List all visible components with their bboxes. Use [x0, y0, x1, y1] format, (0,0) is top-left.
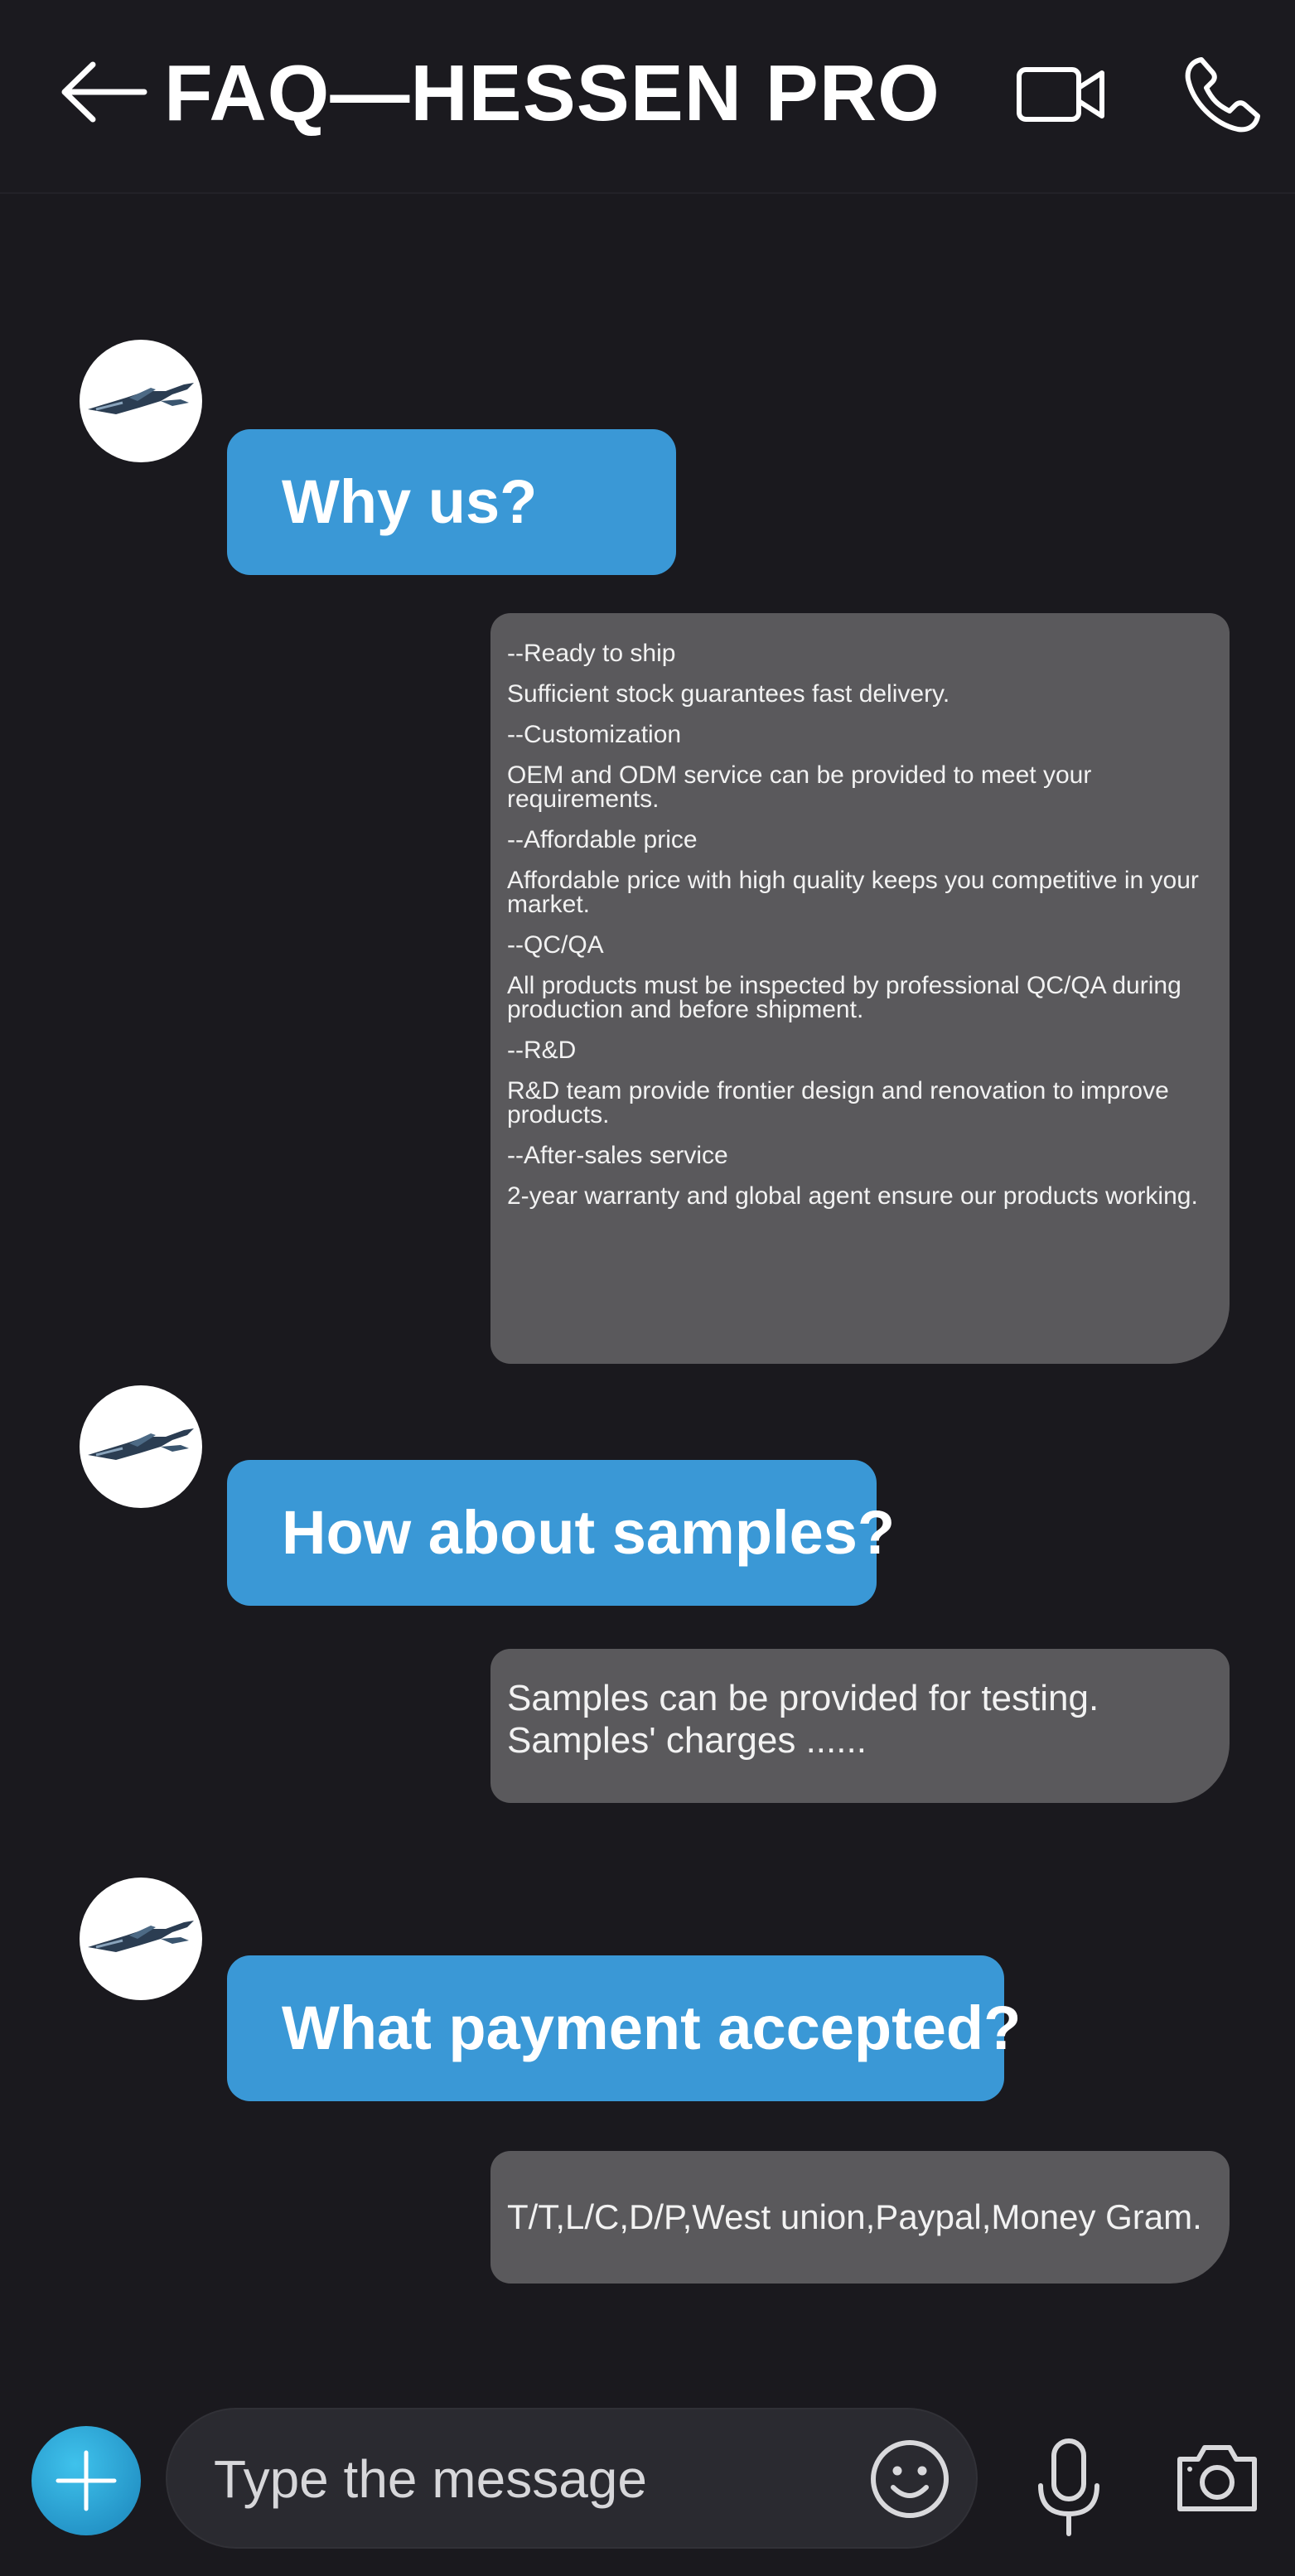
answer-line: Sufficient stock guarantees fast delivery. — [507, 680, 950, 708]
microphone-icon[interactable] — [1034, 2436, 1104, 2539]
message-composer — [0, 2395, 1295, 2576]
answer-bubble-samples — [490, 1649, 1230, 1803]
answer-line: --Affordable price — [507, 826, 698, 853]
answer-bubble-why-us — [490, 613, 1230, 1364]
back-arrow-icon[interactable] — [58, 58, 149, 126]
answer-line: Samples' charges ...... — [507, 1720, 867, 1761]
answer-line: Affordable price with high quality keeps you competitive in your market. — [507, 867, 1199, 918]
video-call-icon[interactable] — [1016, 65, 1107, 124]
answer-line: 2-year warranty and global agent ensure our products working. — [507, 1182, 1198, 1210]
robot-hand-icon — [80, 1878, 202, 2000]
bot-avatar — [80, 340, 202, 462]
chat-header — [0, 0, 1295, 194]
phone-call-icon[interactable] — [1183, 55, 1263, 134]
bot-avatar — [80, 1385, 202, 1508]
emoji-icon[interactable] — [868, 2438, 951, 2520]
question-bubble-payment: What payment accepted? — [227, 1955, 1004, 2101]
answer-line: OEM and ODM service can be provided to meet your requirements. — [507, 761, 1092, 813]
answer-line: --Customization — [507, 721, 682, 748]
message-input[interactable] — [212, 2409, 845, 2549]
add-attachment-button[interactable] — [31, 2426, 141, 2535]
answer-line: --R&D — [507, 1037, 577, 1064]
answer-line: T/T,L/C,D/P,West union,Paypal,Money Gram. — [507, 2197, 1202, 2236]
answer-bubble-payment — [490, 2151, 1230, 2284]
answer-line: Samples can be provided for testing. — [507, 1678, 1099, 1718]
answer-line: All products must be inspected by professional QC/QA during production and before shipment. — [507, 972, 1181, 1023]
plus-icon — [31, 2426, 141, 2535]
answer-line: --Ready to ship — [507, 640, 676, 667]
bot-avatar — [80, 1878, 202, 2000]
answer-line: R&D team provide frontier design and renovation to improve products. — [507, 1077, 1169, 1129]
question-bubble-samples: How about samples? — [227, 1460, 877, 1606]
answer-line: --After-sales service — [507, 1142, 728, 1169]
robot-hand-icon — [80, 1385, 202, 1508]
camera-icon[interactable] — [1173, 2439, 1261, 2516]
question-bubble-why-us: Why us? — [227, 429, 676, 575]
robot-hand-icon — [80, 340, 202, 462]
chat-title: FAQ—HESSEN PRO — [164, 49, 940, 138]
answer-line: --QC/QA — [507, 931, 604, 959]
message-input-container — [166, 2408, 978, 2549]
